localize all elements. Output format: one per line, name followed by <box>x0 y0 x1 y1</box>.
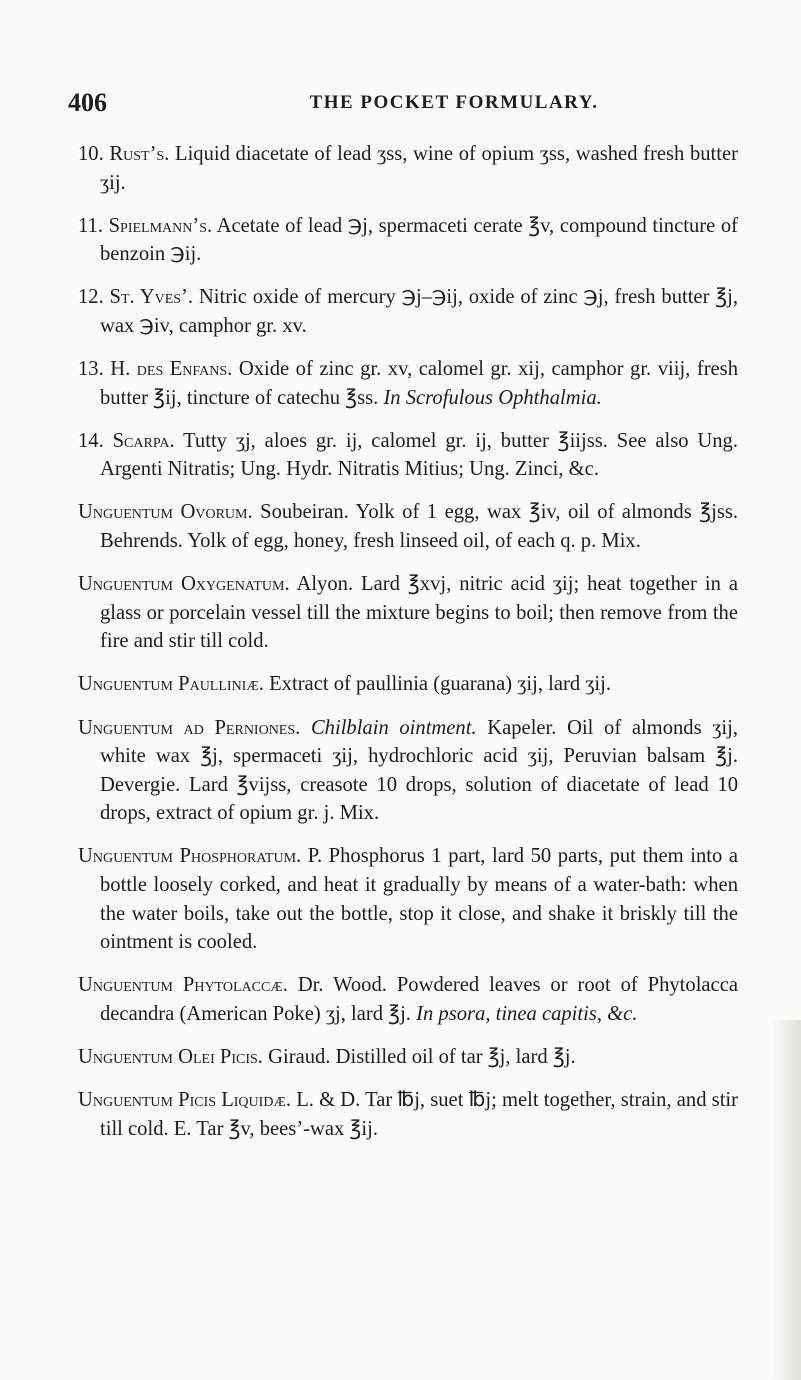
entry-h-des-enfans <box>78 355 738 412</box>
entry-heading: Unguentum Picis Liquidæ. <box>78 1089 292 1112</box>
entry-text: P. Phosphorus 1 part, lard 50 parts, put them into a bottle loosely corked, and heat it gradually by means of a water-bath: when the water boils, take out the bottle, stop it close, and shake it briskly till the ointment is cooled. <box>100 845 738 954</box>
page-number: 406 <box>68 88 107 117</box>
entry-heading: Unguentum ad Perniones. <box>78 716 301 739</box>
entry-text: Dr. Wood. Powdered leaves or root of Phytolacca decandra (American Poke) ʒj, lard ℥j. <box>100 974 738 1025</box>
entry-text: L. & D. Tar ℔j, suet ℔j; melt together, strain, and stir till cold. E. Tar ℥v, bees’-wax ℥ij. <box>100 1089 738 1140</box>
entry-heading: Unguentum Phytolaccæ. <box>78 974 288 997</box>
page-header <box>68 88 780 118</box>
entry-indication: In Scrofulous Ophthalmia. <box>383 386 602 409</box>
running-title: THE POCKET FORMULARY. <box>309 92 599 113</box>
entry-heading: 13. H. des Enfans. <box>78 358 233 381</box>
entry-st-yves <box>78 283 738 340</box>
entry-unguentum-phytolaccae <box>78 971 738 1028</box>
entry-heading: Unguentum Paulliniæ. <box>78 673 264 696</box>
entry-heading: Unguentum Ovorum. <box>78 501 253 524</box>
entry-heading: Unguentum Phosphoratum. <box>78 845 302 868</box>
entry-text: Alyon. Lard ℥xvj, nitric acid ʒij; heat together in a glass or porcelain vessel till the mixture begins to boil; then remove from the fire and stir till cold. <box>100 573 738 653</box>
entry-unguentum-phosphoratum <box>78 842 738 956</box>
entry-heading: Unguentum Oxygenatum. <box>78 573 290 596</box>
entry-heading: 11. Spielmann’s. <box>78 214 213 237</box>
entry-unguentum-oxygenatum <box>78 570 738 656</box>
entry-unguentum-olei-picis <box>78 1043 738 1072</box>
entry-heading: 10. Rust’s. <box>78 143 170 165</box>
formulary-text <box>78 140 738 1158</box>
entry-text: Extract of paullinia (guarana) ʒij, lard ʒij. <box>269 673 612 696</box>
entry-unguentum-ad-perniones <box>78 714 738 828</box>
entry-heading: 14. Scarpa. <box>78 429 175 452</box>
page-edge-shadow <box>771 1020 801 1380</box>
entry-text: Tutty ʒj, aloes gr. ij, calomel gr. ij, butter ℥iijss. See also Ung. Argenti Nitratis; Ung. Hydr. Nitratis Mitius; Ung. Zinci, &c. <box>100 429 738 481</box>
entry-unguentum-picis-liquidae <box>78 1086 738 1143</box>
entry-rusts <box>78 140 738 197</box>
entry-text: Liquid diacetate of lead ʒss, wine of opium ʒss, washed fresh butter ʒij. <box>100 143 738 194</box>
entry-spielmanns <box>78 212 738 269</box>
entry-heading: 12. St. Yves’. <box>78 286 194 309</box>
entry-text: Giraud. Distilled oil of tar ℥j, lard ℥j. <box>268 1045 576 1068</box>
entry-text: Oxide of zinc gr. xv, calomel gr. xij, camphor gr. viij, fresh butter ℥ij, tincture of catechu ℥ss. <box>100 358 738 409</box>
entry-text: Nitric oxide of mercury ℈j–℈ij, oxide of zinc ℈j, fresh butter ℥j, wax ℈iv, camphor gr. xv. <box>100 286 738 337</box>
entry-heading: Unguentum Olei Picis. <box>78 1045 263 1068</box>
entry-unguentum-ovorum <box>78 498 738 555</box>
entry-text: Kapeler. Oil of almonds ʒij, white wax ℥j, spermaceti ʒij, hydrochloric acid ʒij, Peruvian balsam ℥j. Devergie. Lard ℥vijss, creasote 10 drops, solution of diacetate of lead 10 drops, extract of opium gr. j. Mix. <box>100 716 738 825</box>
entry-scarpa <box>78 427 738 484</box>
entry-unguentum-paulliniae <box>78 670 738 699</box>
entry-text: Acetate of lead ℈j, spermaceti cerate ℥v, compound tincture of benzoin ℈ij. <box>100 214 739 266</box>
entry-text: Soubeiran. Yolk of 1 egg, wax ℥iv, oil of almonds ℥jss. Behrends. Yolk of egg, honey, fresh linseed oil, of each q. p. Mix. <box>100 501 739 553</box>
entry-indication: In psora, tinea capitis, &c. <box>416 1002 638 1025</box>
entry-subtitle: Chilblain ointment. <box>310 716 477 739</box>
